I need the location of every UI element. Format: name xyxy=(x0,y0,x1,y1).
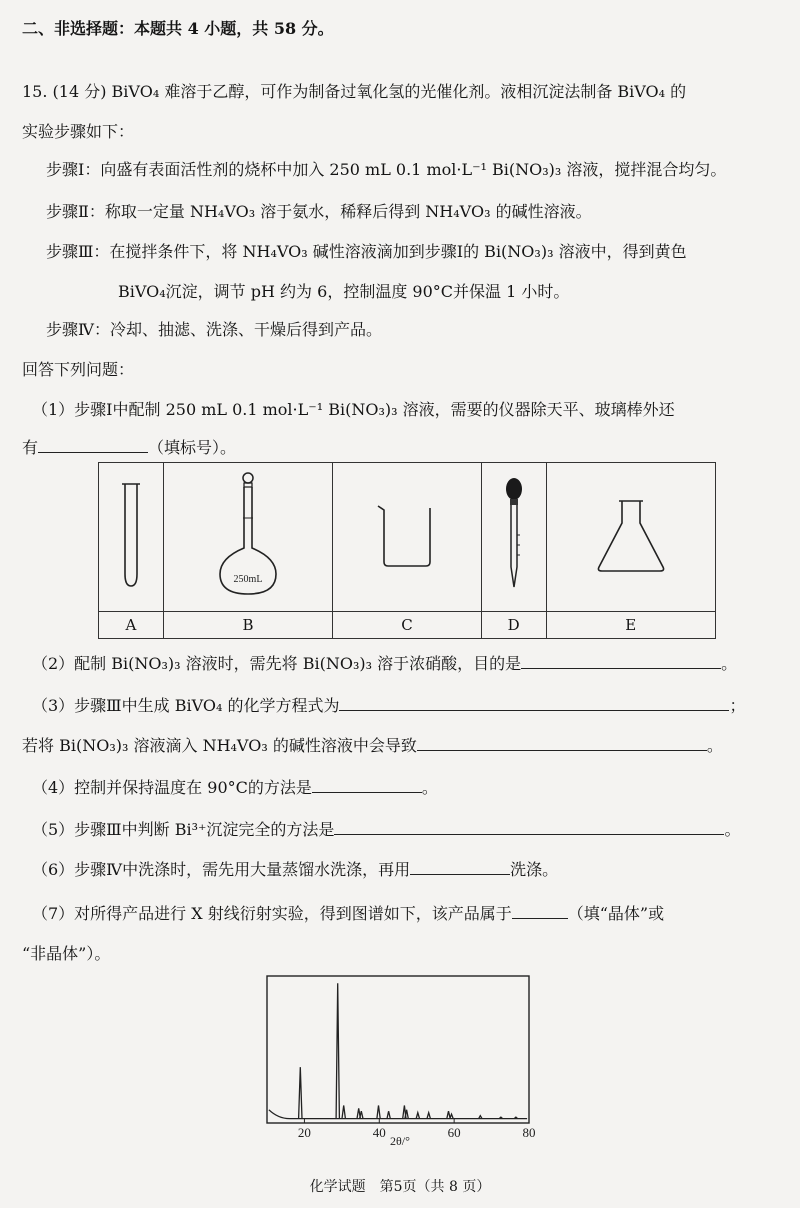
xrd-peak xyxy=(342,1105,345,1118)
sub3-text: （3）步骤Ⅲ中生成 BiVO₄ 的化学方程式为 xyxy=(32,696,340,715)
step3-text-line2: BiVO₄沉淀，调节 pH 约为 6，控制温度 90°C并保温 1 小时。 xyxy=(118,282,570,301)
sub1-suffix: （填标号）。 xyxy=(148,438,237,457)
chart-xlabel: 2θ/° xyxy=(390,1134,410,1147)
sub4-line xyxy=(32,776,438,800)
apparatus-label-c: C xyxy=(333,612,481,639)
test-tube-icon xyxy=(116,480,146,590)
step2-text: 步骤Ⅱ：称取一定量 NH₄VO₃ 溶于氨水，稀释后得到 NH₄VO₃ 的碱性溶液。 xyxy=(46,202,592,221)
x-tick-label: 60 xyxy=(447,1125,461,1140)
apparatus-label-a: A xyxy=(99,612,164,639)
sub3b-text: 若将 Bi(NO₃)₃ 溶液滴入 NH₄VO₃ 的碱性溶液中会导致 xyxy=(22,736,417,755)
apparatus-table xyxy=(98,462,716,639)
sub4-end: 。 xyxy=(421,778,438,797)
sub2-end: 。 xyxy=(721,654,738,673)
apparatus-cell-c xyxy=(333,463,481,612)
sub7-line2: “非晶体”）。 xyxy=(22,944,111,963)
sub3b-end: 。 xyxy=(706,736,723,755)
sub6-end: 洗涤。 xyxy=(510,860,559,879)
sub1-line1: （1）步骤Ⅰ中配制 250 mL 0.1 mol·L⁻¹ Bi(NO₃)₃ 溶液，需要的仪器除天平、玻璃棒外还 xyxy=(32,400,675,419)
apparatus-label-d: D xyxy=(481,612,546,639)
apparatus-cell-d xyxy=(481,463,546,612)
sub3-line2 xyxy=(22,734,723,758)
x-tick-label: 40 xyxy=(372,1125,386,1140)
sub6-answer-blank[interactable] xyxy=(410,860,510,875)
q15-intro-line2: 实验步骤如下： xyxy=(22,122,135,141)
xrd-baseline xyxy=(269,1110,527,1119)
sub7-text: （7）对所得产品进行 X 射线衍射实验，得到图谱如下，该产品属于 xyxy=(32,904,512,923)
xrd-chart xyxy=(255,972,545,1147)
xrd-peak xyxy=(299,1067,302,1119)
sub5-line xyxy=(32,818,740,842)
sub2-answer-blank[interactable] xyxy=(521,654,721,669)
apparatus-label-e: E xyxy=(546,612,715,639)
apparatus-cell-a xyxy=(99,463,164,612)
erlenmeyer-flask-icon xyxy=(591,495,671,575)
volumetric-flask-icon xyxy=(208,470,288,600)
sub4-text: （4）控制并保持温度在 90°C的方法是 xyxy=(32,778,312,797)
step4-text: 步骤Ⅳ：冷却、抽滤、洗涤、干燥后得到产品。 xyxy=(46,320,382,339)
x-tick-label: 20 xyxy=(297,1125,311,1140)
page-footer: 化学试题 第5页（共 8 页） xyxy=(309,1179,491,1195)
sub6-text: （6）步骤Ⅳ中洗涤时，需先用大量蒸馏水洗涤，再用 xyxy=(32,860,411,879)
sub1-prefix: 有 xyxy=(22,438,39,457)
sub2-text: （2）配制 Bi(NO₃)₃ 溶液时，需先将 Bi(NO₃)₃ 溶于浓硝酸，目的是 xyxy=(32,654,522,673)
xrd-peak xyxy=(336,983,339,1118)
sub4-answer-blank[interactable] xyxy=(312,778,422,793)
sub3b-answer-blank[interactable] xyxy=(417,736,707,751)
sub3-line1 xyxy=(32,694,745,718)
apparatus-cell-e xyxy=(546,463,715,612)
prompt-text: 回答下列问题： xyxy=(22,360,135,379)
flask-volume-mark: 250mL xyxy=(233,574,263,585)
xrd-peak xyxy=(416,1113,419,1119)
apparatus-cell-b xyxy=(163,463,332,612)
sub7-suffix: （填“晶体”或 xyxy=(567,904,665,923)
sub5-answer-blank[interactable] xyxy=(334,820,724,835)
sub1-answer-blank[interactable] xyxy=(38,438,148,453)
sub5-end: 。 xyxy=(724,820,741,839)
dropper-icon xyxy=(499,475,529,595)
sub7-line1 xyxy=(32,902,664,926)
xrd-peak xyxy=(387,1111,390,1118)
x-tick-label: 80 xyxy=(522,1125,536,1140)
sub3-answer-blank[interactable] xyxy=(339,696,729,711)
xrd-peak xyxy=(377,1105,380,1118)
xrd-peak xyxy=(427,1113,430,1119)
xrd-peak xyxy=(450,1114,453,1118)
step3-text-line1: 步骤Ⅲ：在搅拌条件下，将 NH₄VO₃ 碱性溶液滴加到步骤Ⅰ的 Bi(NO₃)₃ 溶液中，得到黄色 xyxy=(46,242,687,261)
sub2-line xyxy=(32,652,737,676)
xrd-peak xyxy=(360,1111,363,1118)
sub3-end: ； xyxy=(729,696,746,715)
beaker-icon xyxy=(372,500,442,570)
q15-intro-line1: 15. (14 分) BiVO₄ 难溶于乙醇，可作为制备过氧化氢的光催化剂。液相沉淀法制备 BiVO₄ 的 xyxy=(22,82,687,101)
sub1-line2 xyxy=(22,436,236,460)
sub6-line xyxy=(32,858,558,882)
apparatus-label-b: B xyxy=(163,612,332,639)
step1-text: 步骤Ⅰ：向盛有表面活性剂的烧杯中加入 250 mL 0.1 mol·L⁻¹ Bi(NO₃)₃ 溶液，搅拌混合均匀。 xyxy=(46,160,727,179)
sub7-answer-blank[interactable] xyxy=(512,904,568,919)
chart-frame xyxy=(267,976,529,1123)
sub5-text: （5）步骤Ⅲ中判断 Bi³⁺沉淀完全的方法是 xyxy=(32,820,335,839)
section-title: 二、非选择题：本题共 4 小题，共 58 分。 xyxy=(22,19,334,38)
